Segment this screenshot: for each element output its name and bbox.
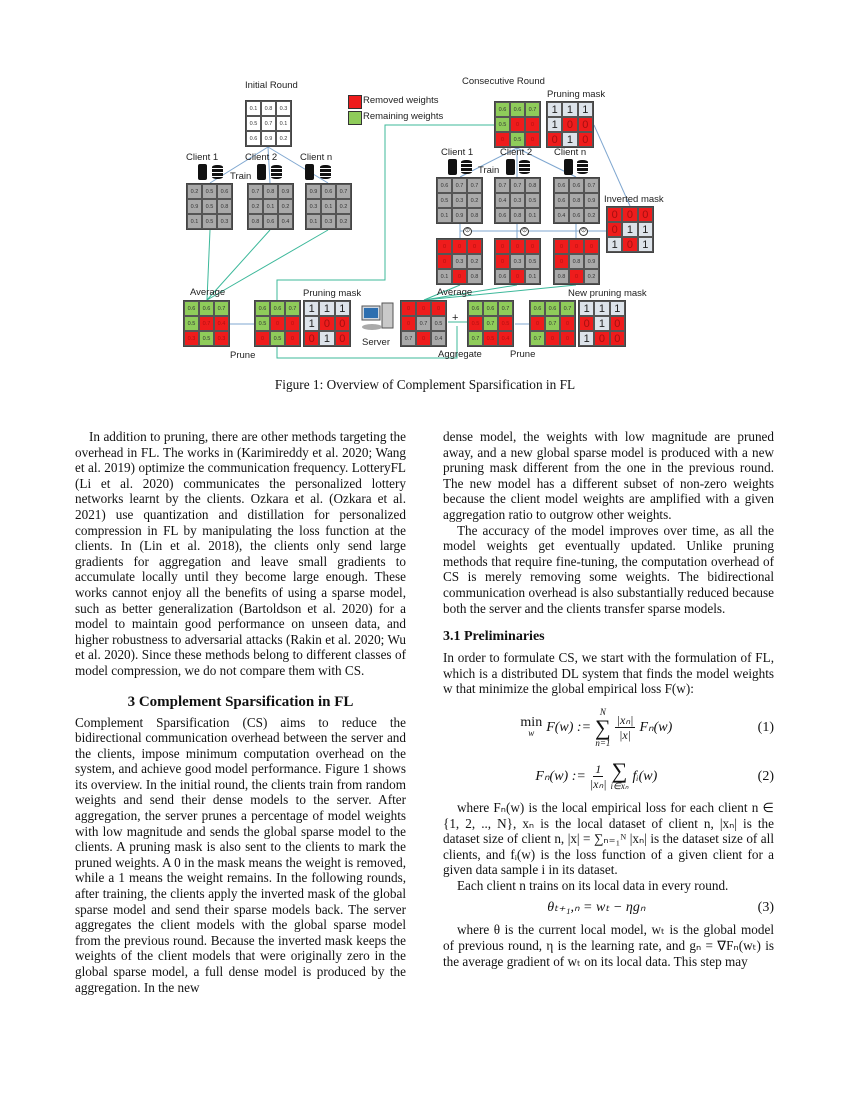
grid-cell: 1	[607, 237, 622, 252]
eq1-min-sub: w	[528, 727, 535, 738]
grid-cell: 1	[319, 331, 334, 346]
grid-cell: 0	[569, 269, 584, 284]
grid-cell: 0	[510, 239, 525, 254]
grid-cell: 0	[495, 132, 510, 147]
grid-cell: 0	[622, 207, 637, 222]
grid-cell: 0.2	[276, 131, 291, 146]
grid-cell: 0.3	[452, 254, 467, 269]
grid-cell: 0.7	[336, 184, 351, 199]
grid-cell: 0.9	[187, 199, 202, 214]
paragraph: where Fₙ(w) is the local empirical loss for each client n ∈ {1, 2, .., N}, xₙ is the local dataset of client n, |xₙ| is the dataset size of client n, |x| = ∑ₙ₌₁ᴺ |xₙ| is the dataset size of all clients, and fᵢ(w) is the loss function of a given client for a given data sample i in its dataset.	[443, 799, 774, 878]
grid-cell: 0.2	[336, 199, 351, 214]
paragraph: In order to formulate CS, we start with the formulation of FL, which is a distributed DL system that finds the model weights w that minimize the global empirical loss F(w):	[443, 650, 774, 697]
grid-cell: 0	[525, 132, 540, 147]
grid-cell: 0.3	[306, 199, 321, 214]
initial-weights-grid	[245, 100, 292, 147]
grid-cell: 0.6	[554, 193, 569, 208]
clientn-round2-label: Client n	[554, 147, 587, 158]
legend-removed-swatch	[348, 95, 362, 109]
grid-cell: 0	[452, 269, 467, 284]
grid-cell: 0.7	[545, 316, 560, 331]
aggregated-clients-grid	[400, 300, 447, 347]
left-column	[75, 429, 406, 995]
grid-cell: 0.1	[437, 269, 452, 284]
grid-cell: 0.3	[276, 101, 291, 116]
grid-cell: 0.8	[510, 208, 525, 223]
grid-cell: 0.2	[248, 199, 263, 214]
database-icon	[577, 160, 588, 174]
grid-cell: 0	[554, 239, 569, 254]
grid-cell: 0.1	[306, 214, 321, 229]
grid-cell: 0.2	[467, 193, 482, 208]
clientn-trained-grid	[305, 183, 352, 230]
grid-cell: 0	[437, 239, 452, 254]
grid-cell: 0.2	[467, 254, 482, 269]
grid-cell: 0.5	[255, 316, 270, 331]
grid-cell: 0.5	[510, 132, 525, 147]
grid-cell: 0	[547, 132, 562, 147]
grid-cell: 0.6	[437, 178, 452, 193]
legend-removed-label: Removed weights	[363, 95, 439, 106]
grid-cell: 1	[638, 222, 653, 237]
pruning-mask-round2-label: Pruning mask	[547, 89, 606, 100]
grid-cell: 0.6	[246, 131, 261, 146]
grid-cell: 0.2	[187, 184, 202, 199]
client1-label: Client 1	[186, 152, 219, 163]
grid-cell: 0.3	[510, 254, 525, 269]
eq1-numerator: |xₙ|	[616, 713, 634, 728]
grid-cell: 0	[510, 117, 525, 132]
grid-cell: 0.5	[270, 331, 285, 346]
grid-cell: 1	[304, 316, 319, 331]
elementwise-product-icon: ⊙	[580, 228, 587, 234]
grid-cell: 0.3	[184, 331, 199, 346]
grid-cell: 0	[578, 117, 593, 132]
database-icon	[212, 165, 223, 179]
equation-number: (1)	[757, 720, 774, 736]
client1-masked-grid	[436, 238, 483, 285]
grid-cell: 0.1	[525, 269, 540, 284]
grid-cell: 1	[562, 132, 577, 147]
client1-round2-grid	[436, 177, 483, 224]
paragraph: Complement Sparsification (CS) aims to reduce the bidirectional communication overhead between the server and the clients, impose minimum computation overhead on the system, and achieve good model performance. Figure 1 shows its overview. In the initial round, the clients train from random weights and send their dense models to the server. After aggregation, the server prunes a percentage of model weights with low magnitude and sends the global sparse model to the clients. A pruning mask is also sent to the clients to mark the pruned weights. A 0 in the mask means the weight is removed, while a 1 means the weight remains. In the following rounds, after training, the clients apply the inverted mask of the global sparse model and send their sparse models back. The server aggregates the client models with the global sparse model from the previous round. Because the inverted mask keeps the weights of the client models that were originally zero in the global sparse model, a full dense model is produced by the aggregation. In the new	[75, 714, 406, 995]
grid-cell: 0.6	[468, 301, 483, 316]
grid-cell: 0.7	[530, 331, 545, 346]
grid-cell: 1	[594, 301, 609, 316]
grid-cell: 0.7	[483, 316, 498, 331]
grid-cell: 0	[579, 316, 594, 331]
grid-cell: 0.5	[184, 316, 199, 331]
average-round2-label: Average	[437, 287, 473, 298]
new-pruning-mask-grid	[578, 300, 626, 347]
train-label: Train	[230, 171, 252, 182]
grid-cell: 0	[304, 331, 319, 346]
grid-cell: 0.1	[437, 208, 452, 223]
inverted-mask-grid	[606, 206, 654, 253]
grid-cell: 1	[578, 102, 593, 117]
eq3-body: θₜ₊₁,ₙ = wₜ − ηgₙ	[547, 900, 646, 916]
right-column	[443, 429, 774, 969]
phone-icon	[198, 164, 207, 180]
grid-cell: 0	[578, 132, 593, 147]
grid-cell: 0.7	[560, 301, 575, 316]
grid-cell: 0	[554, 254, 569, 269]
eq2-denominator: |xₙ|	[589, 776, 607, 791]
grid-cell: 0	[560, 331, 575, 346]
legend-remaining-swatch	[348, 111, 362, 125]
eq1-sum: ∑	[595, 714, 611, 740]
database-icon	[320, 165, 331, 179]
grid-cell: 0.1	[321, 199, 336, 214]
grid-cell: 1	[335, 301, 350, 316]
eq1-denominator: |x|	[619, 728, 632, 743]
grid-cell: 0.7	[199, 316, 214, 331]
grid-cell: 0.6	[569, 178, 584, 193]
database-icon	[271, 165, 282, 179]
clientn-round2-grid	[553, 177, 600, 224]
paragraph: Each client n trains on its local data in every round.	[457, 877, 729, 893]
phone-icon	[506, 159, 515, 175]
plus-sign: +	[452, 312, 459, 324]
clientn-masked-grid	[553, 238, 600, 285]
eq2-lhs: Fₙ(w) :=	[535, 768, 586, 784]
train-round2-label: Train	[478, 165, 500, 176]
grid-cell: 0.5	[431, 316, 446, 331]
initial-round-label: Initial Round	[245, 80, 298, 91]
grid-cell: 0.5	[525, 193, 540, 208]
grid-cell: 0.4	[554, 208, 569, 223]
subsection-heading: 3.1 Preliminaries	[443, 629, 545, 645]
grid-cell: 0.4	[431, 331, 446, 346]
pruned-global-grid	[254, 300, 301, 347]
grid-cell: 0.5	[483, 331, 498, 346]
grid-cell: 0	[562, 117, 577, 132]
equation-number: (3)	[757, 900, 774, 916]
grid-cell: 0.2	[584, 208, 599, 223]
equation-2	[443, 757, 774, 792]
grid-cell: 0	[560, 316, 575, 331]
average-label: Average	[190, 287, 226, 298]
client1-round2-label: Client 1	[441, 147, 474, 158]
clientn-label: Client n	[300, 152, 333, 163]
grid-cell: 1	[579, 331, 594, 346]
grid-cell: 0	[495, 254, 510, 269]
grid-cell: 0.4	[278, 214, 293, 229]
elementwise-product-icon: ⊙	[464, 228, 471, 234]
grid-cell: 0.6	[255, 301, 270, 316]
grid-cell: 0.7	[416, 316, 431, 331]
phone-icon	[448, 159, 457, 175]
grid-cell: 0	[270, 316, 285, 331]
grid-cell: 0	[545, 331, 560, 346]
grid-cell: 0	[416, 331, 431, 346]
grid-cell: 0.8	[525, 178, 540, 193]
grid-cell: 0.2	[278, 199, 293, 214]
grid-cell: 0.6	[495, 102, 510, 117]
grid-cell: 0.6	[545, 301, 560, 316]
eq1-sum-top: N	[599, 706, 606, 717]
grid-cell: 0.7	[525, 102, 540, 117]
grid-cell: 0.1	[525, 208, 540, 223]
grid-cell: 0	[569, 239, 584, 254]
grid-cell: 0	[285, 316, 300, 331]
grid-cell: 0	[401, 301, 416, 316]
legend-remaining-label: Remaining weights	[363, 111, 444, 122]
server-icon	[360, 300, 396, 336]
grid-cell: 0.8	[263, 184, 278, 199]
grid-cell: 0.8	[467, 208, 482, 223]
grid-cell: 0	[452, 239, 467, 254]
grid-cell: 0.9	[584, 254, 599, 269]
grid-cell: 0.8	[569, 254, 584, 269]
paragraph: In addition to pruning, there are other methods targeting the overhead in FL. The works in (Karimireddy et al. 2020; Wang et al. 2019) optimize the communication frequency. LotteryFL (Li et al. 2020) communicates the personalized lottery networks learnt by the clients. Ozkara et al. (Ozkara et al. 2021) use quantization and distillation for personalized compression in FL by manipulating the loss function at the clients. In (Lin et al. 2018), the clients only send large gradients for aggregation and leave small gradients to accumulate locally until they become large enough. These works cannot enjoy all the benefits of using a sparse model, such as better generalization (Bartoldson et al. 2020) for a model to maintain good performance on unseen data, and higher robustness to adversarial attacks (Rakin et al. 2020; Wu et al. 2020). Since these methods belong to different classes of model compression, we do not compare them with CS.	[75, 429, 406, 678]
grid-cell: 0.6	[483, 301, 498, 316]
grid-cell: 0.7	[285, 301, 300, 316]
grid-cell: 0.9	[584, 193, 599, 208]
grid-cell: 0.7	[498, 301, 513, 316]
grid-cell: 1	[594, 316, 609, 331]
grid-cell: 0	[525, 239, 540, 254]
grid-cell: 0.7	[452, 178, 467, 193]
grid-cell: 0.1	[246, 101, 261, 116]
grid-cell: 0.9	[452, 208, 467, 223]
grid-cell: 0.7	[261, 116, 276, 131]
average-grid	[183, 300, 230, 347]
equation-number: (2)	[757, 768, 774, 784]
grid-cell: 0.9	[261, 131, 276, 146]
grid-cell: 0.6	[495, 269, 510, 284]
eq1-lhs: F(w) :=	[546, 720, 592, 736]
grid-cell: 0	[285, 331, 300, 346]
grid-cell: 0.6	[569, 208, 584, 223]
grid-cell: 0.3	[214, 331, 229, 346]
grid-cell: 0.7	[467, 178, 482, 193]
grid-cell: 0.9	[306, 184, 321, 199]
grid-cell: 0.8	[248, 214, 263, 229]
eq1-min: min	[520, 714, 543, 730]
paragraph: dense model, the weights with low magnitude are pruned away, and a new global sparse model is produced with a new pruning mask different from the one in the previous round. The new model has a different subset of non-zero weights because the client model weights are amplified with a given aggregation ratio to outgrow other weights.	[443, 429, 774, 522]
grid-cell: 0.2	[584, 269, 599, 284]
grid-cell: 0.5	[246, 116, 261, 131]
grid-cell: 0.7	[214, 301, 229, 316]
paragraph: The accuracy of the model improves over time, as all the model weights get eventually updated. Unlike pruning methods that require fine-tuning, the computation overhead of CS is merely removing some weights. The bidirectional communication overhead is also substantially reduced because both the server and the clients transfer sparse models.	[443, 522, 774, 616]
grid-cell: 1	[319, 301, 334, 316]
client2-masked-grid	[494, 238, 541, 285]
grid-cell: 0.7	[401, 331, 416, 346]
client1-trained-grid	[186, 183, 233, 230]
grid-cell: 0.3	[510, 193, 525, 208]
grid-cell: 0.5	[202, 214, 217, 229]
phone-icon	[257, 164, 266, 180]
grid-cell: 0	[467, 239, 482, 254]
grid-cell: 0	[510, 269, 525, 284]
eq1-rhs: Fₙ(w)	[639, 720, 673, 736]
grid-cell: 0.6	[495, 208, 510, 223]
grid-cell: 0	[607, 207, 622, 222]
grid-cell: 0.1	[187, 214, 202, 229]
grid-cell: 0.4	[214, 316, 229, 331]
grid-cell: 0.6	[184, 301, 199, 316]
database-icon	[461, 160, 472, 174]
grid-cell: 0.3	[321, 214, 336, 229]
inverted-mask-label: Inverted mask	[604, 194, 664, 205]
grid-cell: 0.5	[437, 193, 452, 208]
grid-cell: 0.1	[263, 199, 278, 214]
new-pruning-mask-label: New pruning mask	[568, 288, 647, 299]
grid-cell: 0.3	[217, 214, 232, 229]
pruning-mask-round2-grid	[546, 101, 594, 148]
global-sparse-grid	[494, 101, 541, 148]
grid-cell: 0	[610, 316, 625, 331]
grid-cell: 0.7	[495, 178, 510, 193]
client2-label: Client 2	[245, 152, 278, 163]
aggregate-label: Aggregate	[438, 349, 482, 360]
grid-cell: 0.9	[278, 184, 293, 199]
aggregated-dense-grid	[467, 300, 514, 347]
grid-cell: 1	[610, 301, 625, 316]
grid-cell: 0.6	[554, 178, 569, 193]
grid-cell: 0.6	[530, 301, 545, 316]
grid-cell: 0.6	[263, 214, 278, 229]
grid-cell: 0.8	[217, 199, 232, 214]
grid-cell: 0.5	[495, 117, 510, 132]
grid-cell: 0	[530, 316, 545, 331]
phone-icon	[305, 164, 314, 180]
figure-1	[0, 0, 850, 370]
figure-caption: Figure 1: Overview of Complement Sparsification in FL	[274, 377, 576, 392]
grid-cell: 0	[495, 239, 510, 254]
equation-1	[443, 707, 774, 749]
grid-cell: 0.7	[248, 184, 263, 199]
grid-cell: 1	[547, 117, 562, 132]
grid-cell: 0	[525, 117, 540, 132]
grid-cell: 0.5	[498, 316, 513, 331]
grid-cell: 0.7	[510, 178, 525, 193]
pruning-mask-grid	[303, 300, 351, 347]
section-heading: 3 Complement Sparsification in FL	[127, 693, 354, 710]
grid-cell: 1	[304, 301, 319, 316]
grid-cell: 0	[335, 316, 350, 331]
grid-cell: 0	[401, 316, 416, 331]
grid-cell: 1	[547, 102, 562, 117]
prune-round2-label: Prune	[510, 349, 536, 360]
grid-cell: 0.6	[270, 301, 285, 316]
grid-cell: 0.5	[525, 254, 540, 269]
grid-cell: 0.6	[321, 184, 336, 199]
grid-cell: 0.6	[510, 102, 525, 117]
grid-cell: 0	[594, 331, 609, 346]
client2-trained-grid	[247, 183, 294, 230]
grid-cell: 0.7	[468, 331, 483, 346]
grid-cell: 0	[431, 301, 446, 316]
grid-cell: 0.5	[468, 316, 483, 331]
grid-cell: 0.5	[199, 331, 214, 346]
eq1-sum-bottom: n=1	[595, 737, 611, 748]
prune-label: Prune	[230, 350, 256, 361]
grid-cell: 0	[335, 331, 350, 346]
grid-cell: 0.8	[261, 101, 276, 116]
grid-cell: 0.2	[336, 214, 351, 229]
grid-cell: 0.4	[498, 331, 513, 346]
grid-cell: 0	[255, 331, 270, 346]
grid-cell: 0.3	[452, 193, 467, 208]
grid-cell: 0	[610, 331, 625, 346]
grid-cell: 0.5	[202, 199, 217, 214]
grid-cell: 0	[416, 301, 431, 316]
grid-cell: 0.5	[202, 184, 217, 199]
grid-cell: 0.8	[569, 193, 584, 208]
grid-cell: 0.8	[554, 269, 569, 284]
grid-cell: 0	[607, 222, 622, 237]
grid-cell: 0	[622, 237, 637, 252]
eq2-numerator: 1	[595, 761, 602, 776]
elementwise-product-icon: ⊙	[521, 228, 528, 234]
pruning-mask-label: Pruning mask	[303, 288, 362, 299]
eq2-rhs: fᵢ(w)	[632, 768, 658, 784]
grid-cell: 0	[437, 254, 452, 269]
grid-cell: 1	[579, 301, 594, 316]
database-icon	[519, 160, 530, 174]
client2-round2-label: Client 2	[500, 147, 533, 158]
client2-round2-grid	[494, 177, 541, 224]
grid-cell: 0	[584, 239, 599, 254]
grid-cell: 0	[638, 207, 653, 222]
server-label: Server	[362, 337, 390, 348]
grid-cell: 0	[319, 316, 334, 331]
grid-cell: 0.6	[199, 301, 214, 316]
grid-cell: 0.7	[584, 178, 599, 193]
grid-cell: 0.8	[467, 269, 482, 284]
grid-cell: 0.1	[276, 116, 291, 131]
eq2-sum: ∑	[611, 757, 628, 783]
grid-cell: 0.4	[495, 193, 510, 208]
grid-cell: 1	[638, 237, 653, 252]
grid-cell: 1	[622, 222, 637, 237]
phone-icon	[564, 159, 573, 175]
paragraph: where θ is the current local model, wₜ is the global model of previous round, η is the learning rate, and gₙ = ∇Fₙ(wₜ) is the average gradient of wₜ on its local data. This step may	[443, 922, 774, 969]
eq2-sum-bottom: i∈xₙ	[610, 780, 629, 791]
equation-3	[443, 899, 774, 916]
new-global-sparse-grid	[529, 300, 576, 347]
grid-cell: 0.6	[217, 184, 232, 199]
consecutive-round-label: Consecutive Round	[462, 76, 545, 87]
grid-cell: 1	[562, 102, 577, 117]
